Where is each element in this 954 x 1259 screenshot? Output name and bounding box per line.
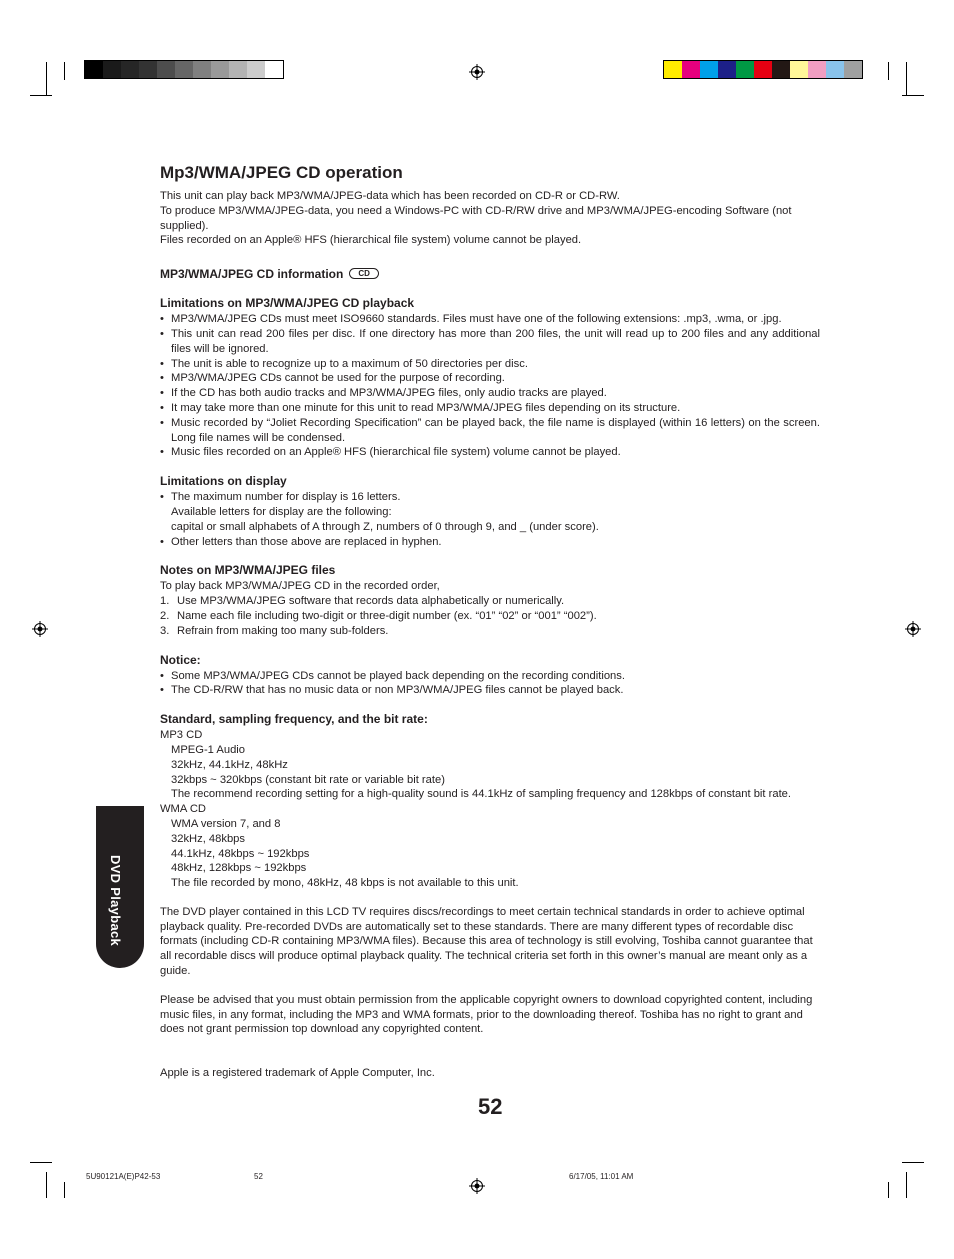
display-line: • The maximum number for display is 16 letters. xyxy=(171,491,401,504)
list-item xyxy=(160,490,820,534)
display-list xyxy=(160,490,820,549)
color-swatch xyxy=(193,61,211,78)
list-item: • If the CD has both audio tracks and MP3/WMA/JPEG files, only audio tracks are played. xyxy=(160,386,820,401)
crop-mark xyxy=(888,62,889,80)
crop-mark xyxy=(64,1182,65,1198)
footer-timestamp: 6/17/05, 11:01 AM xyxy=(569,1172,634,1181)
spec-line: 32kHz, 44.1kHz, 48kHz xyxy=(171,758,288,771)
list-text: Name each file including two-digit or three-digit number (ex. “01” “02” or “001” “002”). xyxy=(177,609,597,622)
color-swatch xyxy=(211,61,229,78)
registration-mark-icon xyxy=(905,621,921,637)
color-swatch xyxy=(247,61,265,78)
list-item xyxy=(160,624,820,639)
color-swatch xyxy=(700,61,718,78)
list-number: 1. xyxy=(160,595,170,608)
list-text: Use MP3/WMA/JPEG software that records data alphabetically or numerically. xyxy=(177,595,565,608)
color-swatch xyxy=(175,61,193,78)
list-number: 3. xyxy=(160,624,170,637)
color-swatch xyxy=(718,61,736,78)
spec-line: MPEG-1 Audio xyxy=(171,743,245,756)
crop-mark xyxy=(888,1182,889,1198)
spec-line: 44.1kHz, 48kbps ~ 192kbps xyxy=(171,847,310,860)
color-swatch xyxy=(664,61,682,78)
wma-label: WMA CD xyxy=(160,803,206,816)
intro-line: Files recorded on an Apple® HFS (hierarchical file system) volume cannot be played. xyxy=(160,234,582,247)
copyright-paragraph: Please be advised that you must obtain permission from the applicable copyright owners to download copyrighted content, including music files, in any format, including the MP3 and WMA formats, prior to the downloading thereof. Toshiba has no right to grant and does not grant permission top download any copyrighted content. xyxy=(160,993,813,1036)
color-swatch xyxy=(157,61,175,78)
notes-heading: Notes on MP3/WMA/JPEG files xyxy=(160,563,336,578)
limits-list xyxy=(160,312,820,460)
list-item: • It may take more than one minute for this unit to read MP3/WMA/JPEG files depending on its structure. xyxy=(160,401,820,416)
trademark-note: Apple is a registered trademark of Apple Computer, Inc. xyxy=(160,1067,435,1080)
crop-mark xyxy=(902,1162,924,1163)
mp3-label: MP3 CD xyxy=(160,729,203,742)
cd-icon: CD xyxy=(349,268,379,279)
list-item: • Other letters than those above are replaced in hyphen. xyxy=(160,535,820,550)
list-item: • Music files recorded on an Apple® HFS (hierarchical file system) volume cannot be played. xyxy=(160,445,820,460)
crop-mark xyxy=(64,62,65,80)
registration-mark-icon xyxy=(469,64,485,80)
color-swatch xyxy=(139,61,157,78)
list-item: • MP3/WMA/JPEG CDs must meet ISO9660 standards. Files must have one of the following extensions: .mp3, .wma, or .jpg. xyxy=(160,312,820,327)
color-swatch xyxy=(808,61,826,78)
spec-line: The recommend recording setting for a high-quality sound is 44.1kHz of sampling frequency and 128kbps of constant bit rate. xyxy=(171,788,792,801)
mp3-spec xyxy=(160,743,820,802)
page-content xyxy=(160,162,820,1081)
grayscale-colorbar xyxy=(84,60,284,79)
page-title: Mp3/WMA/JPEG CD operation xyxy=(160,163,403,182)
crop-mark xyxy=(902,95,924,96)
spec-line: 32kHz, 48kbps xyxy=(171,832,246,845)
color-swatch xyxy=(754,61,772,78)
notes-list xyxy=(160,594,820,638)
display-heading: Limitations on display xyxy=(160,474,287,489)
list-number: 2. xyxy=(160,609,170,622)
notice-heading: Notice: xyxy=(160,652,201,667)
color-swatch xyxy=(85,61,103,78)
footer-file-id: 5U90121A(E)P42-53 xyxy=(86,1172,161,1181)
crop-mark xyxy=(906,62,907,96)
crop-mark xyxy=(906,1172,907,1198)
list-item xyxy=(160,594,820,609)
section-tab-label: DVD Playback xyxy=(108,855,123,947)
notice-list xyxy=(160,669,820,699)
dvd-paragraph: The DVD player contained in this LCD TV requires discs/recordings to meet certain technical standards in order to achieve optimal playback quality. Pre-recorded DVDs are automatically set to these standards. There are many different types of recordable disc formats (including CD-R containing MP3/WMA files). Because this area of technology is still evolving, Toshiba cannot guarantee that all recordable discs will produce optimal playback quality. The technical criteria set forth in this owner’s manual are meant only as a guide. xyxy=(160,905,813,978)
intro-line: This unit can play back MP3/WMA/JPEG-data which has been recorded on CD-R or CD-RW. xyxy=(160,190,620,202)
color-swatch xyxy=(826,61,844,78)
spec-line: WMA version 7, and 8 xyxy=(171,817,281,830)
list-item: • MP3/WMA/JPEG CDs cannot be used for the purpose of recording. xyxy=(160,371,820,386)
color-swatch xyxy=(790,61,808,78)
display-line: Available letters for display are the following: xyxy=(171,505,392,518)
color-swatch xyxy=(736,61,754,78)
wma-spec xyxy=(160,817,820,891)
color-swatch xyxy=(103,61,121,78)
spec-line: 32kbps ~ 320kbps (constant bit rate or variable bit rate) xyxy=(171,773,445,786)
crop-mark xyxy=(30,95,52,96)
crop-mark xyxy=(46,1172,47,1198)
color-swatch xyxy=(844,61,862,78)
color-swatch xyxy=(265,61,283,78)
crop-mark xyxy=(30,1162,52,1163)
list-item: • The CD-R/RW that has no music data or non MP3/WMA/JPEG files cannot be played back. xyxy=(160,683,820,698)
notes-intro: To play back MP3/WMA/JPEG CD in the recorded order, xyxy=(160,580,440,593)
spec-line: The file recorded by mono, 48kHz, 48 kbps is not available to this unit. xyxy=(171,877,519,890)
list-item: • Some MP3/WMA/JPEG CDs cannot be played back depending on the recording conditions. xyxy=(160,669,820,684)
footer-page: 52 xyxy=(254,1172,263,1181)
color-swatch xyxy=(121,61,139,78)
intro-line: To produce MP3/WMA/JPEG-data, you need a Windows-PC with CD-R/RW drive and MP3/WMA/JPEG-encoding Software (not supplied). xyxy=(160,204,792,232)
list-text: Refrain from making too many sub-folders. xyxy=(177,624,389,637)
list-item: • The unit is able to recognize up to a maximum of 50 directories per disc. xyxy=(160,357,820,372)
display-line: capital or small alphabets of A through Z, numbers of 0 through 9, and _ (under score). xyxy=(171,520,599,533)
color-swatch xyxy=(772,61,790,78)
color-swatch xyxy=(229,61,247,78)
list-item: • Music recorded by “Joliet Recording Specification” can be played back, the file name is displayed (within 16 letters) on the screen. Long file names will be condensed. xyxy=(160,416,820,446)
list-item: • This unit can read 200 files per disc. If one directory has more than 200 files, the unit will read up to 200 files and any additional files will be ignored. xyxy=(160,327,820,357)
color-swatch xyxy=(682,61,700,78)
process-colorbar xyxy=(663,60,863,79)
registration-mark-icon xyxy=(469,1178,485,1194)
spec-line: 48kHz, 128kbps ~ 192kbps xyxy=(171,862,307,875)
list-item xyxy=(160,609,820,624)
page-number: 52 xyxy=(478,1094,503,1119)
limits-heading: Limitations on MP3/WMA/JPEG CD playback xyxy=(160,296,415,311)
crop-mark xyxy=(46,62,47,96)
standard-heading: Standard, sampling frequency, and the bit rate: xyxy=(160,712,428,727)
info-heading: MP3/WMA/JPEG CD information CD xyxy=(160,267,820,282)
registration-mark-icon xyxy=(32,621,48,637)
